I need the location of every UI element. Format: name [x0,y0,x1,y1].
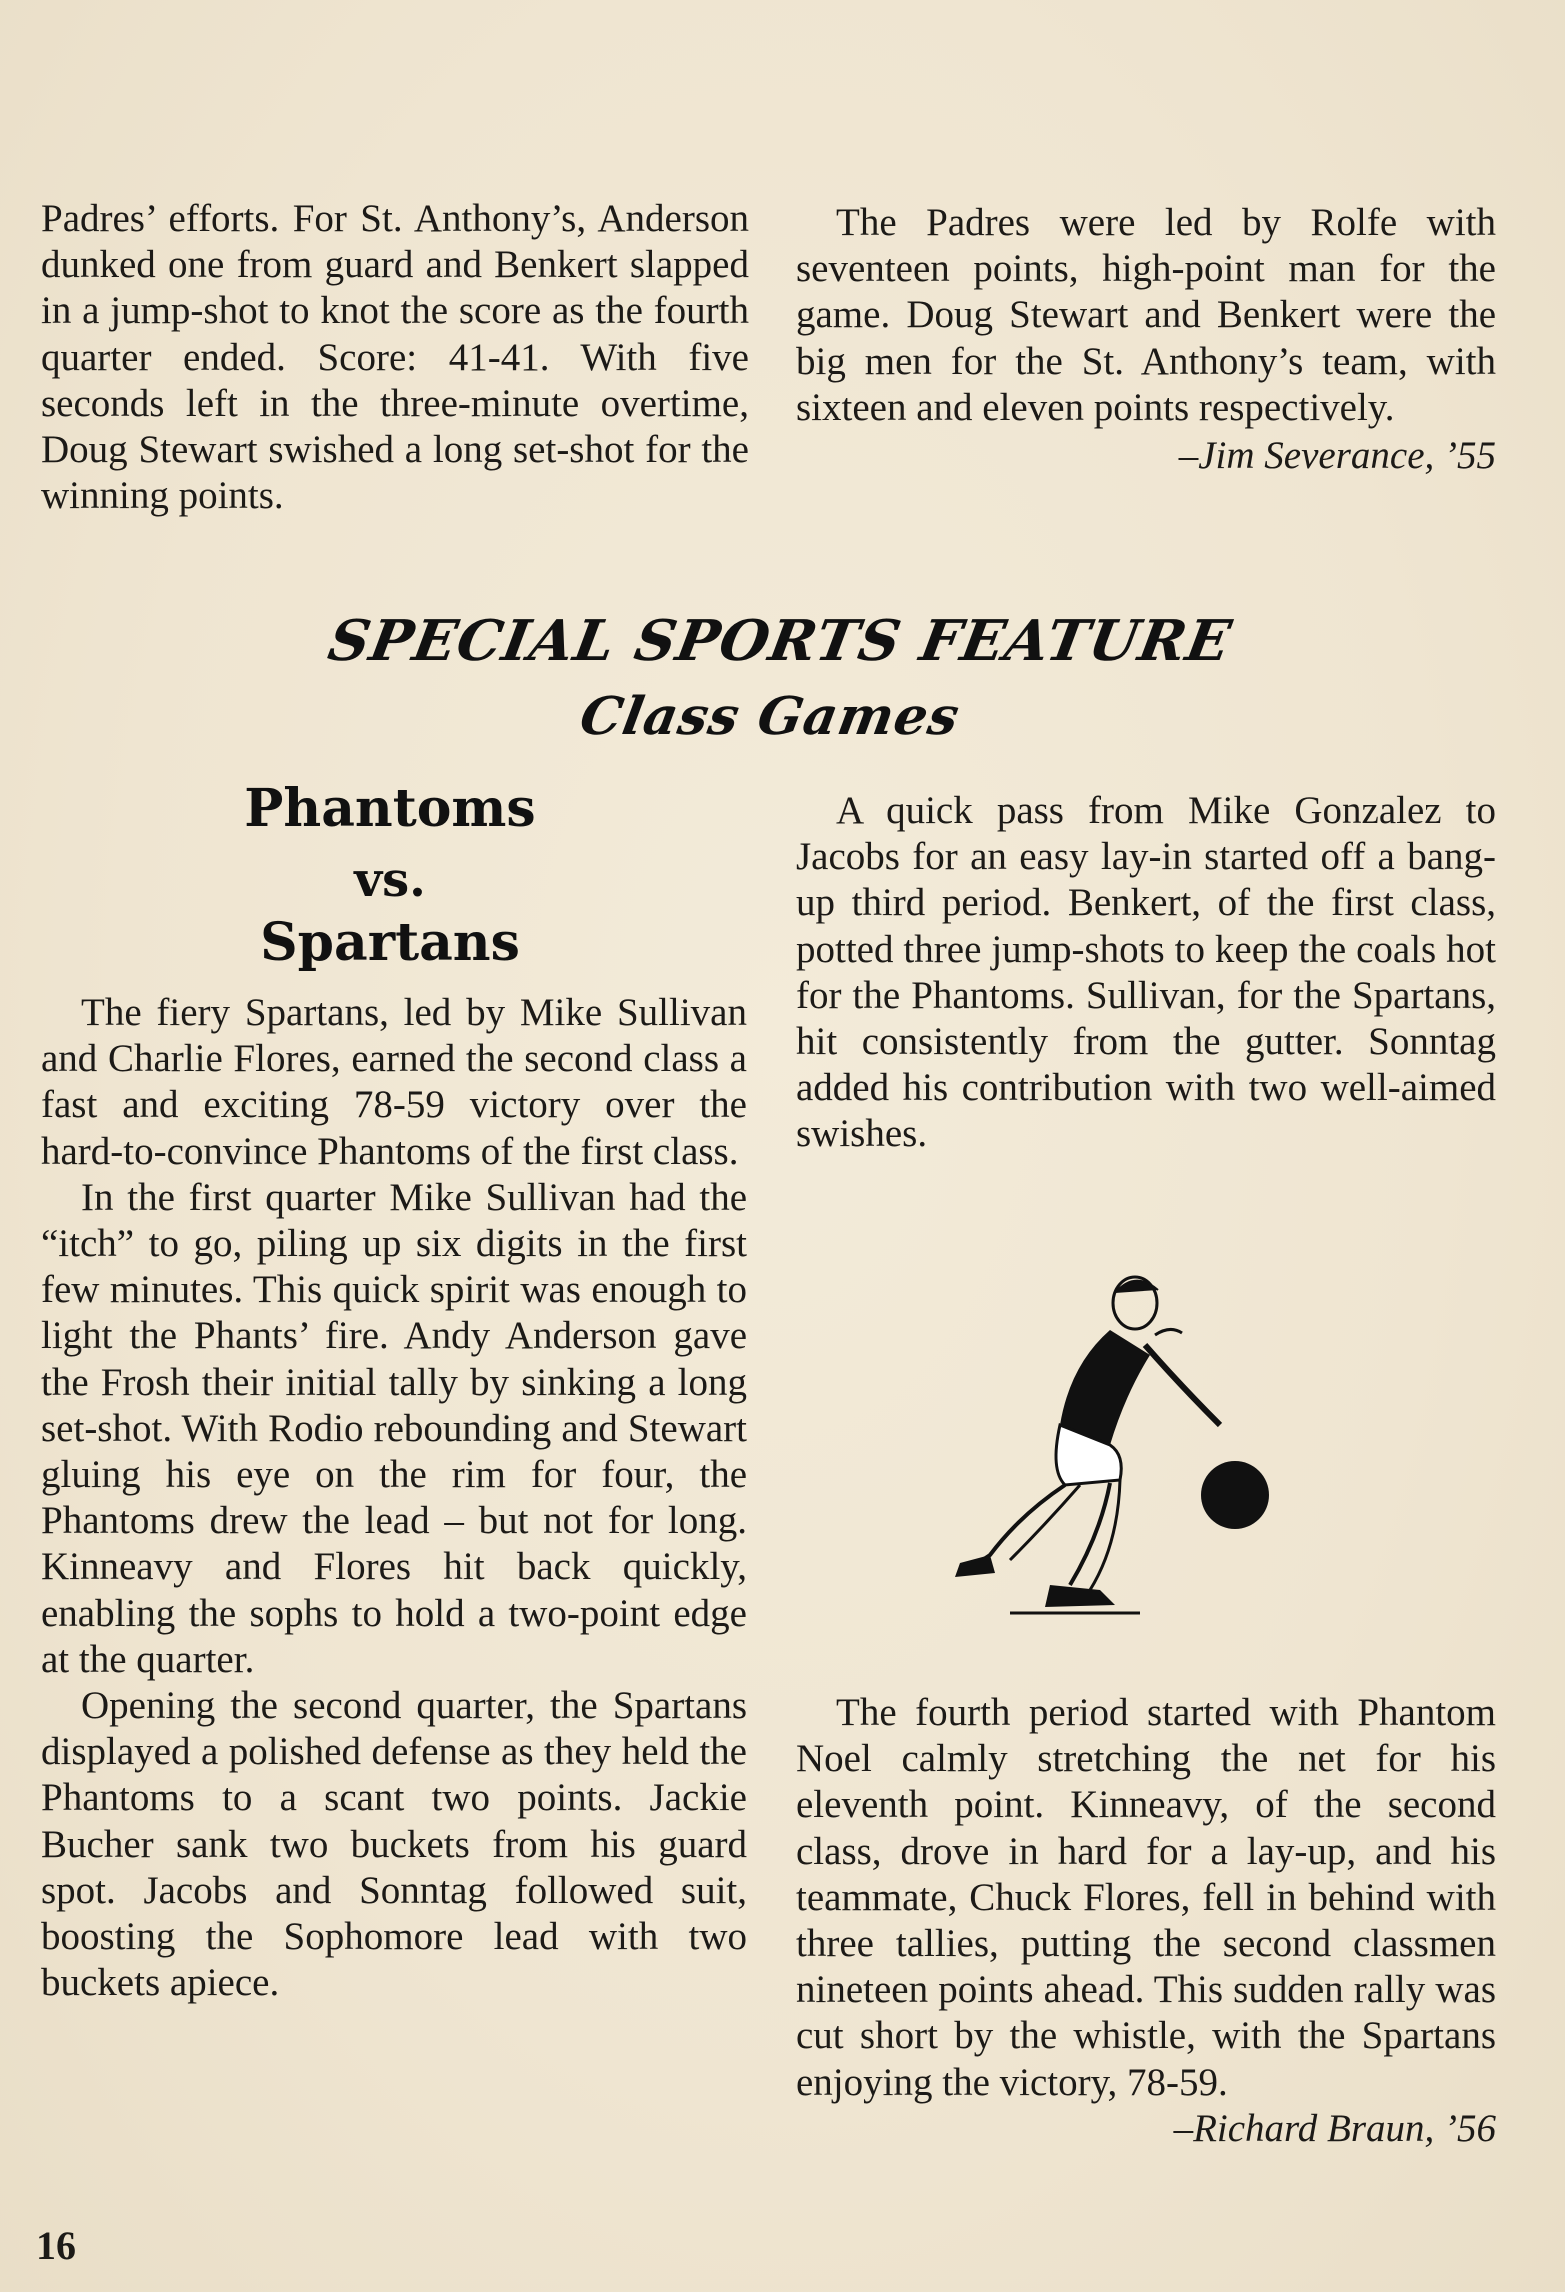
right-column-top [796,200,1496,479]
paragraph: Padres’ efforts. For St. Anthony’s, Anderson dunked one from guard and Benkert slapped in a jump-shot to knot the score as the fourth quarter ended. Score: 41-41. With five seconds left in the three-minute overtime, Doug Stewart swished a long set-shot for the winning points. [41,197,749,518]
feature-title: SPECIAL SPORTS FEATURE [323,608,1237,674]
paragraph: In the first quarter Mike Sullivan had the “itch” to go, piling up six digits in the first few minutes. This quick spirit was enough to light the Phants’ fire. Andy Anderson gave the Frosh their initial tally by sinking a long set-shot. With Rodio rebounding and Stewart gluing his eye on the rim for four, the Phantoms drew the lead – but not for long. Kinneavy and Flores hit back quickly, enabling the sophs to hold a two-point edge at the quarter. [41,1175,747,1681]
left-column-top [41,196,749,519]
paragraph: The fiery Spartans, led by Mike Sullivan and Charlie Flores, earned the second class a fast and exciting 78-59 victory over the hard-to-convince Phantoms of the first class. [41,991,747,1173]
team-two-title: Spartans [260,912,520,973]
feature-subtitle: Class Games [575,686,965,747]
right-column-bottom [796,1690,1496,2152]
byline: –Richard Braun, ’56 [1173,2106,1496,2150]
paragraph: A quick pass from Mike Gonzalez to Jacobs for an easy lay-in started off a bang-up third period. Benkert, of the first class, potted three jump-shots to keep the coals hot for the Phantoms. Sullivan, for the Spartans, hit consistently from the gutter. Sonntag added his contribution with two well-aimed swishes. [796,789,1496,1156]
left-column-story [41,990,747,2006]
right-column-middle [796,788,1496,1158]
basketball-player-illustration [950,1255,1270,1655]
byline: –Jim Severance, ’55 [1178,434,1496,478]
page-number: 16 [36,2223,76,2268]
versus-label: vs. [354,852,426,908]
team-one-title: Phantoms [244,778,536,839]
paragraph: The Padres were led by Rolfe with seventeen points, high-point man for the game. Doug Stewart and Benkert were the big men for the St. Anthony’s team, with sixteen and eleven points respectively. [796,201,1496,429]
paragraph: The fourth period started with Phantom Noel calmly stretching the net for his eleventh point. Kinneavy, of the second class, drove in hard for a lay-up, and his teammate, Chuck Flores, fell in behind with three tallies, putting the second classmen nineteen points ahead. This sudden rally was cut short by the whistle, with the Spartans enjoying the victory, 78-59. [796,1691,1496,2104]
paragraph: Opening the second quarter, the Spartans displayed a polished defense as they held the Phantoms to a scant two points. Jackie Bucher sank two buckets from his guard spot. Jacobs and Sonntag followed suit, boosting the Sophomore lead with two buckets apiece. [41,1684,747,2005]
